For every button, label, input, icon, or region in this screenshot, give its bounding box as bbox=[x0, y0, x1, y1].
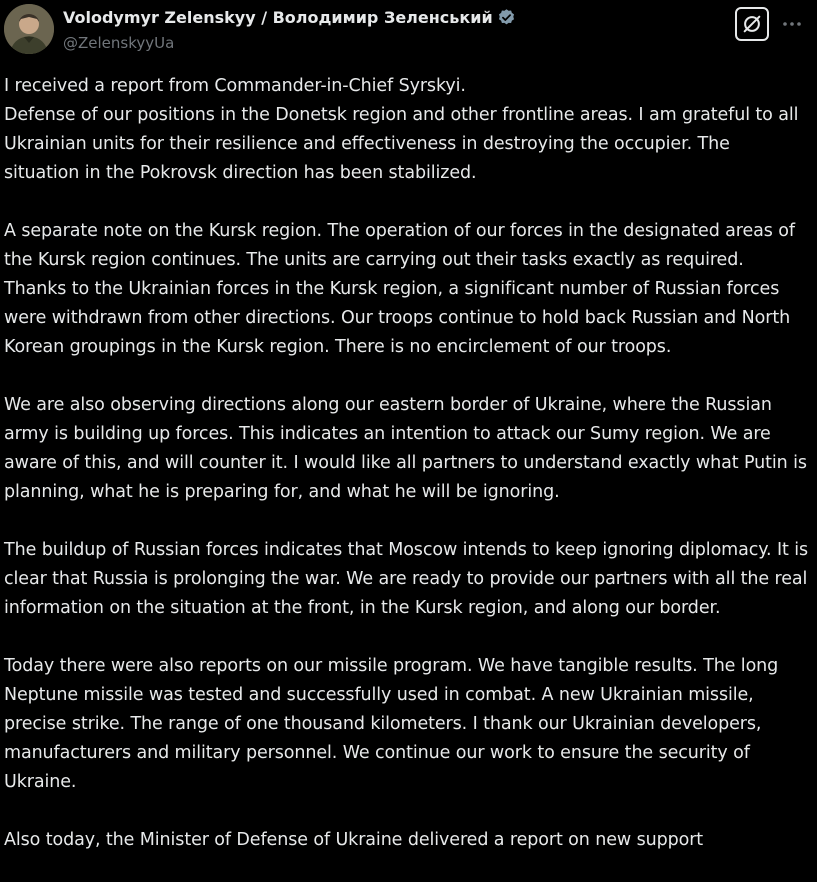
verified-badge-icon bbox=[497, 8, 516, 27]
avatar[interactable] bbox=[4, 4, 54, 54]
grok-icon bbox=[741, 13, 763, 35]
avatar-image bbox=[4, 4, 54, 54]
author-handle[interactable]: @ZelenskyyUa bbox=[63, 34, 175, 52]
more-horizontal-icon bbox=[782, 21, 802, 27]
post-header bbox=[0, 0, 817, 70]
author-display-name[interactable]: Volodymyr Zelenskyy / Володимир Зеленський bbox=[63, 8, 493, 27]
more-options-button[interactable] bbox=[780, 12, 804, 36]
grok-button[interactable] bbox=[735, 7, 769, 41]
post-text: I received a report from Commander-in-Chief Syrskyi. Defense of our positions in the Donetsk region and other frontline areas. I am grateful to all Ukrainian units for their resilience and effectiveness in destroying the occupier. The situation in the Pokrovsk direction has been stabilized. A separate note on the Kursk region. The operation of our forces in the designated areas of the Kursk region continues. The units are carrying out their tasks exactly as required. Thanks to the Ukrainian forces in the Kursk region, a significant number of Russian forces were withdrawn from other directions. Our troops continue to hold back Russian and North Korean groupings in the Kursk region. There is no encirclement of our troops. We are also observing directions along our eastern border of Ukraine, where the Russian army is building up forces. This indicates an intention to attack our Sumy region. We are aware of this, and will counter it. I would like all partners to understand exactly what Putin is planning, what he is preparing for, and what he will be ignoring. The buildup of Russian forces indicates that Moscow intends to keep ignoring diplomacy. It is clear that Russia is prolonging the war. We are ready to provide our partners with all the real information on the situation at the front, in the Kursk region, and along our border. Today there were also reports on our missile program. We have tangible results. The long Neptune missile was tested and successfully used in combat. A new Ukrainian missile, precise strike. The range of one thousand kilometers. I thank our Ukrainian developers, manufacturers and military personnel. We continue our work to ensure the security of Ukraine. Also today, the Minister of Defense of Ukraine delivered a report on new support bbox=[4, 76, 809, 850]
author-name-row bbox=[63, 8, 516, 27]
